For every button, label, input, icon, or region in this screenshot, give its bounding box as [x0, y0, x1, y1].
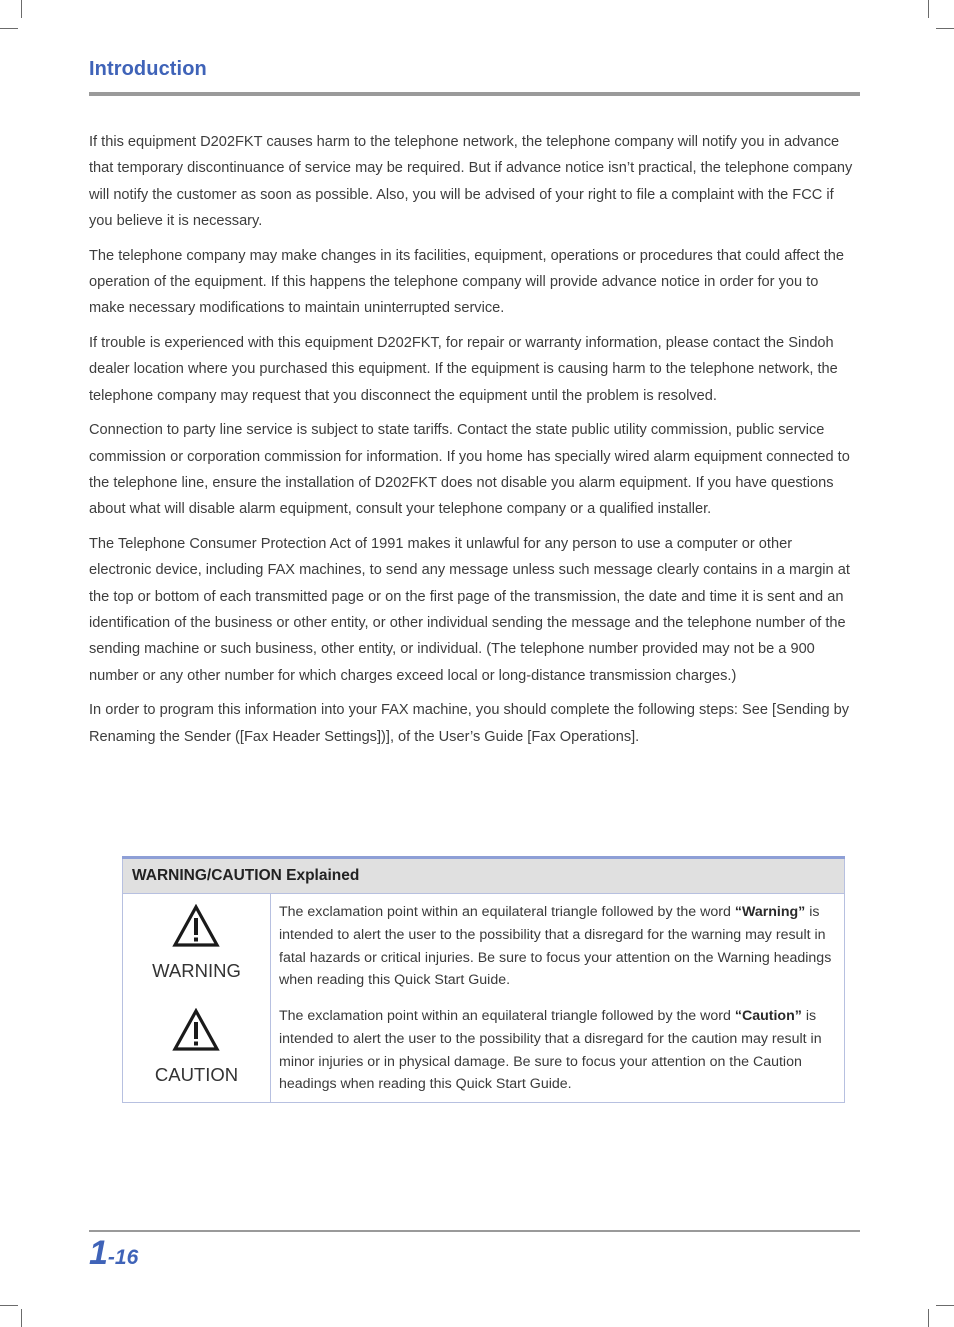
description-text: The exclamation point within an equilateral triangle followed by the word: [279, 1008, 731, 1024]
crop-mark: [936, 28, 954, 29]
crop-mark: [21, 1309, 22, 1327]
section-title: Introduction: [89, 58, 207, 80]
table-title: WARNING/CAUTION Explained: [132, 867, 360, 884]
description-text: is intended to alert the user to the possibility that a disregard for the warning may result in fatal hazards or critical injuries. Be sure to focus your attention on the Warning headings when reading this Quick Start Guide.: [279, 904, 832, 989]
icon-cell: [123, 894, 271, 998]
warning-triangle-icon: [172, 904, 220, 948]
caution-triangle-icon: [172, 1008, 220, 1052]
paragraph: If trouble is experienced with this equipment D202FKT, for repair or warranty information, please contact the Sindoh dealer location where you purchased this equipment. If the equipment is causing harm to the telephone network, the telephone company may request that you disconnect the equipment until the problem is resolved.: [89, 335, 838, 404]
crop-mark: [928, 0, 929, 18]
title-rule: [89, 92, 860, 96]
paragraph: The telephone company may make changes in its facilities, equipment, operations or procedures that could affect the operation of the equipment. If this happens the telephone company will provide advance notice in order for you to make necessary modifications to maintain uninterrupted service.: [89, 247, 844, 317]
paragraph: In order to program this information into your FAX machine, you should complete the following steps: See [Sending by Renaming the Sender ([Fax Header Settings])], of the User’s Guide [Fax Operations].: [89, 702, 850, 745]
keyword: “Caution”: [734, 1008, 802, 1024]
paragraph: If this equipment D202FKT causes harm to the telephone network, the telephone company will notify you in advance that temporary discontinuance of service may be required. But if advance notice isn’t practical, the telephone company will notify the customer as soon as possible. Also, you will be advised of your right to file a complaint with the FCC if you believe it is necessary.: [89, 134, 853, 229]
icon-cell: [123, 998, 271, 1102]
crop-mark: [21, 0, 22, 18]
crop-mark: [936, 1305, 954, 1306]
page-number: [89, 1234, 138, 1273]
caution-description: [279, 1005, 834, 1096]
table-row-caution: [122, 998, 845, 1103]
chapter-number: 1: [89, 1234, 108, 1272]
crop-mark: [928, 1309, 929, 1327]
footer-rule: [89, 1230, 860, 1232]
warning-label: WARNING: [152, 960, 241, 981]
crop-mark: [0, 1305, 18, 1306]
caution-label: CAUTION: [154, 1064, 239, 1085]
description-text: The exclamation point within an equilateral triangle followed by the word: [279, 904, 731, 920]
description-text: is intended to alert the user to the possibility that a disregard for the caution may result in minor injuries or in physical damage. Be sure to focus your attention on the Caution headings when reading this Quick Start Guide.: [279, 1008, 822, 1093]
keyword: “Warning”: [734, 904, 806, 920]
page-suffix: -16: [107, 1246, 139, 1269]
body-text: [89, 129, 855, 759]
paragraph: The Telephone Consumer Protection Act of 1991 makes it unlawful for any person to use a computer or other electronic device, including FAX machines, to send any message unless such message clearly contains in a margin at the top or bottom of each transmitted page or on the first page of the transmission, the date and time it is sent and an identification of the business or other entity, or other individual sending the message and the telephone number of the sending machine or such business, other entity, or individual. (The telephone number provided may not be a 900 number or any other number for which charges exceed local or long-distance transmission charges.): [89, 536, 850, 684]
crop-mark: [0, 28, 18, 29]
table-header: [122, 859, 845, 894]
warning-description: [279, 901, 834, 992]
table-row-warning: [122, 894, 845, 999]
paragraph: Connection to party line service is subject to state tariffs. Contact the state public utility commission, public service commission or corporation commission for information. If you home has specially wired alarm equipment connected to the telephone line, ensure the installation of D202FKT does not disable you alarm equipment. If you have questions about what will disable alarm equipment, consult your telephone company or a qualified installer.: [89, 422, 850, 518]
